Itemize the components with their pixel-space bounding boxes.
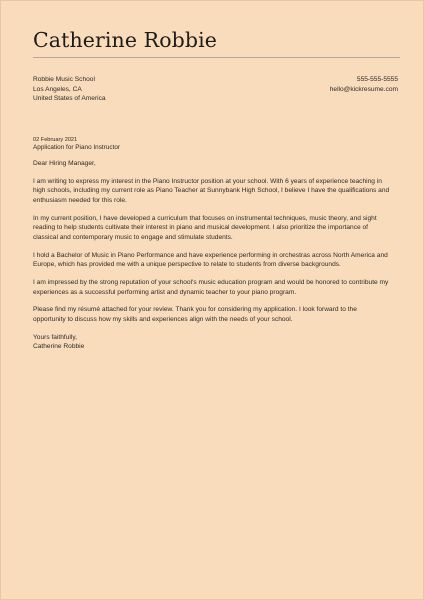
closing-block bbox=[33, 333, 405, 352]
sender-company: Robbie Music School bbox=[33, 76, 95, 83]
paragraph-line: reading to help students cultivate their interest in piano and musical development. I also prioritize the importance of bbox=[33, 224, 369, 232]
letter-subject: Application for Piano Instructor bbox=[33, 144, 121, 151]
sender-city: Los Angeles, CA bbox=[33, 85, 82, 93]
paragraph-line: high schools, including my current role as Piano Teacher at Sunnybank High School, I believe I have the qualifications and bbox=[33, 187, 390, 195]
contact-email: hello@kickresume.com bbox=[329, 85, 398, 93]
paragraph-line: experiences as a successful performing artist and dynamic teacher to your piano program. bbox=[33, 288, 297, 296]
paragraph-line: opportunity to discuss how my skills and experiences align with the needs of your school. bbox=[33, 316, 293, 324]
paragraph-4 bbox=[33, 278, 405, 297]
paragraph-line: Please find my résumé attached for your review. Thank you for considering my application. I look forward to the bbox=[33, 306, 357, 314]
contact-phone: 555-555-5555 bbox=[356, 76, 398, 83]
paragraph-3 bbox=[33, 251, 405, 270]
paragraph-2 bbox=[33, 214, 405, 243]
sender-country: United States of America bbox=[33, 95, 106, 103]
letter-date: 02 February 2021 bbox=[33, 137, 78, 143]
paragraph-line: I am impressed by the strong reputation of your school's music education program and would be honored to contribute my bbox=[33, 279, 389, 287]
sender-address bbox=[33, 75, 106, 104]
paragraph-line: In my current position, I have developed a curriculum that focuses on instrumental techniques, music theory, and sight bbox=[33, 214, 377, 222]
paragraph-line: I am writing to express my interest in the Piano Instructor position at your school. With 6 years of experience teaching in bbox=[33, 177, 382, 185]
contact-details bbox=[330, 75, 398, 94]
greeting: Dear Hiring Manager, bbox=[33, 160, 96, 167]
paragraph-line: I hold a Bachelor of Music in Piano Performance and have experience performing in orchestras across North America and bbox=[33, 251, 388, 259]
paragraph-1 bbox=[33, 177, 405, 206]
header-divider bbox=[33, 57, 400, 58]
applicant-name: Catherine Robbie bbox=[33, 28, 217, 52]
paragraph-line: classical and contemporary music to engage and stimulate students. bbox=[33, 233, 233, 241]
paragraph-5 bbox=[33, 305, 405, 324]
paragraph-line: Europe, which has provided me with a unique perspective to relate to students from diverse backgrounds. bbox=[33, 261, 341, 269]
signature-name: Catherine Robbie bbox=[33, 343, 85, 351]
paragraph-line: enthusiasm needed for this role. bbox=[33, 196, 127, 204]
closing: Yours faithfully, bbox=[33, 333, 77, 341]
letter-body bbox=[33, 159, 405, 352]
